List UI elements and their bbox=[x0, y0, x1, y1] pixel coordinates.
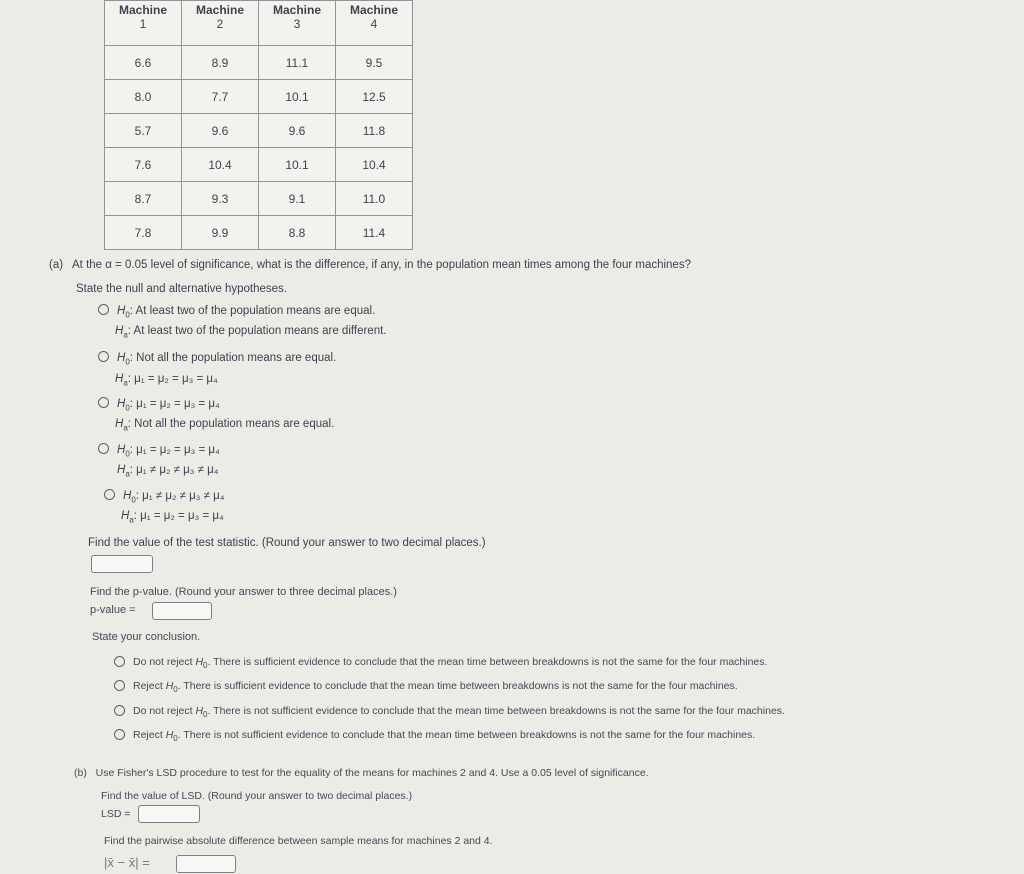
table-cell: 6.6 bbox=[105, 46, 182, 80]
table-header: Machine 2 bbox=[182, 1, 259, 46]
hypothesis-option-3-ha: $H_a$: Not all the population means are equal. bbox=[115, 418, 335, 433]
radio-button[interactable] bbox=[98, 304, 109, 315]
table-cell: 9.9 bbox=[182, 216, 259, 250]
table-cell: 10.4 bbox=[182, 148, 259, 182]
table-cell: 9.6 bbox=[259, 114, 336, 148]
hypothesis-option-4-ha: $H_a$: μ₁ ≠ μ₂ ≠ μ₃ ≠ μ₄ bbox=[117, 464, 219, 479]
lsd-input[interactable] bbox=[138, 805, 200, 823]
hypotheses-prompt: State the null and alternative hypotheses. bbox=[76, 283, 287, 295]
table-cell: 8.7 bbox=[105, 182, 182, 216]
part-a-text: At the α = 0.05 level of significance, what is the difference, if any, in the population mean times among the four machines? bbox=[72, 259, 691, 271]
conclusion-option-3[interactable]: Do not reject $H_0$. There is not sufficient evidence to conclude that the mean time between breakdowns is not the same for the four machines. bbox=[114, 705, 785, 719]
table-cell: 8.8 bbox=[259, 216, 336, 250]
table-cell: 9.1 bbox=[259, 182, 336, 216]
table-cell: 10.4 bbox=[336, 148, 413, 182]
table-cell: 9.5 bbox=[336, 46, 413, 80]
radio-button[interactable] bbox=[114, 705, 125, 716]
table-cell: 10.1 bbox=[259, 148, 336, 182]
conclusion-option-1[interactable]: Do not reject $H_0$. There is sufficient evidence to conclude that the mean time between breakdowns is not the same for the four machines. bbox=[114, 656, 767, 670]
part-b-text: Use Fisher's LSD procedure to test for the equality of the means for machines 2 and 4. Use a 0.05 level of significance. bbox=[95, 767, 649, 779]
table-header: Machine 4 bbox=[336, 1, 413, 46]
hypothesis-option-5-ha: $H_a$: μ₁ = μ₂ = μ₃ = μ₄ bbox=[121, 510, 224, 525]
table-cell: 11.4 bbox=[336, 216, 413, 250]
radio-button[interactable] bbox=[98, 443, 109, 454]
pairwise-diff-label: |x̄ − x̄| = bbox=[104, 855, 150, 870]
table-row bbox=[105, 80, 413, 114]
hypothesis-option-1-ha: $H_a$: At least two of the population means are different. bbox=[115, 325, 387, 340]
hypothesis-option-5[interactable]: $H_0$: μ₁ ≠ μ₂ ≠ μ₃ ≠ μ₄ bbox=[104, 490, 225, 504]
lsd-prompt: Find the value of LSD. (Round your answer to two decimal places.) bbox=[101, 790, 413, 802]
pvalue-prompt: Find the p-value. (Round your answer to three decimal places.) bbox=[90, 586, 397, 598]
table-header: Machine 1 bbox=[105, 1, 182, 46]
hypothesis-option-1[interactable]: $H_0$: At least two of the population means are equal. bbox=[98, 305, 375, 319]
table-row bbox=[105, 182, 413, 216]
pvalue-label: p-value = bbox=[90, 604, 136, 616]
table-cell: 11.1 bbox=[259, 46, 336, 80]
test-statistic-input[interactable] bbox=[91, 555, 153, 573]
part-a-label: (a) bbox=[49, 259, 64, 271]
table-row bbox=[105, 114, 413, 148]
radio-button[interactable] bbox=[104, 489, 115, 500]
table-cell: 12.5 bbox=[336, 80, 413, 114]
test-statistic-prompt: Find the value of the test statistic. (Round your answer to two decimal places.) bbox=[88, 537, 486, 549]
radio-button[interactable] bbox=[114, 680, 125, 691]
table-cell: 9.3 bbox=[182, 182, 259, 216]
radio-button[interactable] bbox=[98, 397, 109, 408]
radio-button[interactable] bbox=[114, 656, 125, 667]
table-cell: 8.0 bbox=[105, 80, 182, 114]
table-cell: 7.7 bbox=[182, 80, 259, 114]
lsd-label: LSD = bbox=[101, 808, 131, 820]
hypothesis-option-3[interactable]: $H_0$: μ₁ = μ₂ = μ₃ = μ₄ bbox=[98, 398, 220, 412]
radio-button[interactable] bbox=[98, 351, 109, 362]
table-row bbox=[105, 216, 413, 250]
table-cell: 9.6 bbox=[182, 114, 259, 148]
conclusion-prompt: State your conclusion. bbox=[92, 631, 201, 643]
pvalue-input[interactable] bbox=[152, 602, 212, 620]
hypothesis-option-2-ha: $H_a$: μ₁ = μ₂ = μ₃ = μ₄ bbox=[115, 373, 218, 388]
machine-data-table bbox=[104, 0, 413, 250]
table-row bbox=[105, 148, 413, 182]
part-b-label: (b) bbox=[74, 767, 87, 779]
hypothesis-option-2[interactable]: $H_0$: Not all the population means are equal. bbox=[98, 352, 336, 366]
conclusion-option-4[interactable]: Reject $H_0$. There is not sufficient evidence to conclude that the mean time between breakdowns is not the same for the four machines. bbox=[114, 729, 755, 743]
table-row bbox=[105, 46, 413, 80]
table-cell: 8.9 bbox=[182, 46, 259, 80]
table-header: Machine 3 bbox=[259, 1, 336, 46]
table-cell: 11.8 bbox=[336, 114, 413, 148]
table-cell: 11.0 bbox=[336, 182, 413, 216]
pairwise-diff-input[interactable] bbox=[176, 855, 236, 873]
table-cell: 7.8 bbox=[105, 216, 182, 250]
conclusion-option-2[interactable]: Reject $H_0$. There is sufficient evidence to conclude that the mean time between breakdowns is not the same for the four machines. bbox=[114, 680, 738, 694]
part-b-question bbox=[74, 767, 649, 779]
radio-button[interactable] bbox=[114, 729, 125, 740]
pairwise-diff-prompt: Find the pairwise absolute difference between sample means for machines 2 and 4. bbox=[104, 835, 493, 847]
table-cell: 7.6 bbox=[105, 148, 182, 182]
table-cell: 5.7 bbox=[105, 114, 182, 148]
table-cell: 10.1 bbox=[259, 80, 336, 114]
part-a-question bbox=[49, 259, 691, 271]
hypothesis-option-4[interactable]: $H_0$: μ₁ = μ₂ = μ₃ = μ₄ bbox=[98, 444, 220, 458]
